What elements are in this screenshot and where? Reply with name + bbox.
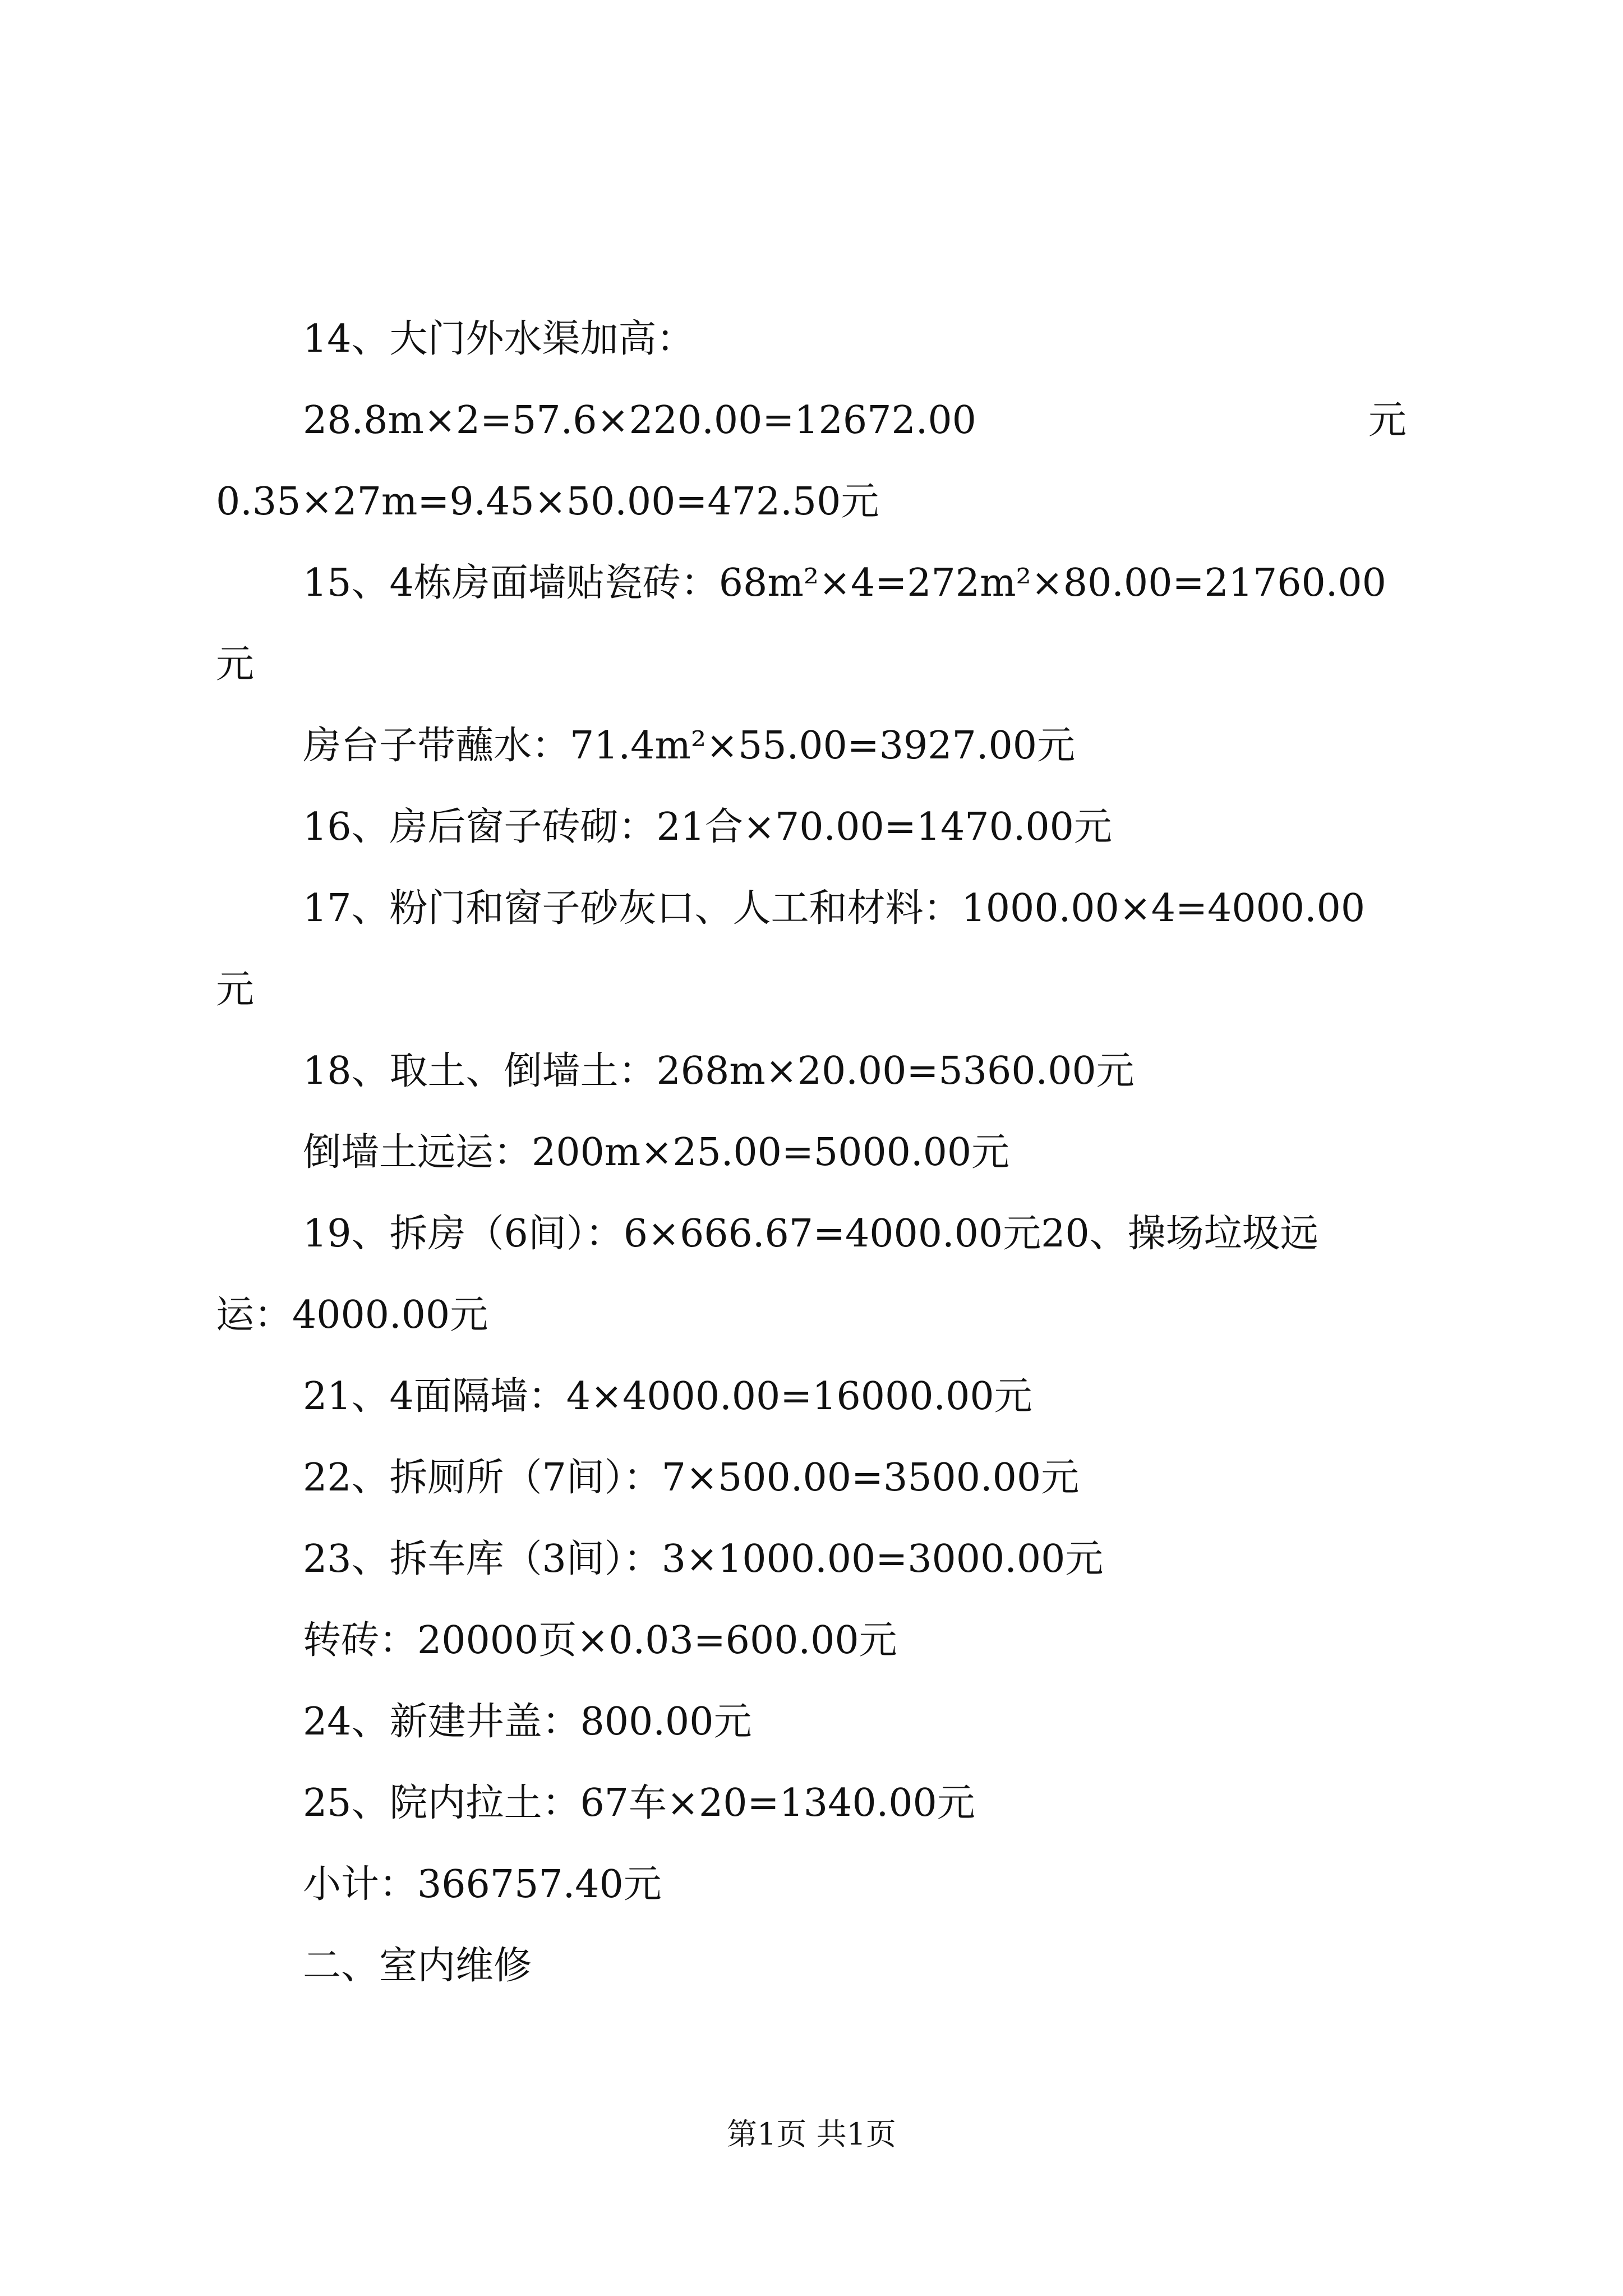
line-23: 23、拆车库（3间）：3×1000.00=3000.00元 xyxy=(303,1537,1104,1581)
line-17-unit: 元 xyxy=(216,968,255,1012)
line-16: 16、房后窗子砖砌：21合×70.00=1470.00元 xyxy=(303,805,1112,849)
line-19-20: 19、拆房（6间）：6×666.67=4000.00元20、操场垃圾远 xyxy=(303,1212,1318,1256)
line-20-cont: 运：4000.00元 xyxy=(216,1293,488,1337)
line-14-calc: 28.8m×2=57.6×220.00=12672.00 xyxy=(303,398,976,443)
line-23-sub: 转砖：20000页×0.03=600.00元 xyxy=(303,1618,897,1663)
line-18-sub: 倒墙土远运：200m×25.00=5000.00元 xyxy=(303,1130,1010,1175)
line-24: 24、新建井盖：800.00元 xyxy=(303,1700,752,1744)
page-footer: 第1页 共1页 xyxy=(727,2116,896,2152)
line-17: 17、粉门和窗子砂灰口、人工和材料：1000.00×4=4000.00 xyxy=(303,886,1366,931)
line-15-unit: 元 xyxy=(216,642,255,687)
line-25: 25、院内拉土：67车×20=1340.00元 xyxy=(303,1781,975,1825)
line-18: 18、取土、倒墙土：268m×20.00=5360.00元 xyxy=(303,1049,1135,1093)
line-15-sub: 房台子带蘸水：71.4m²×55.00=3927.00元 xyxy=(303,724,1075,768)
section-heading: 二、室内维修 xyxy=(303,1944,532,1988)
line-14-calc-unit: 元 xyxy=(1368,398,1407,443)
line-14: 14、大门外水渠加高： xyxy=(303,317,695,361)
line-14-calc-2: 0.35×27m=9.45×50.00=472.50元 xyxy=(216,480,879,524)
line-15: 15、4栋房面墙贴瓷砖：68m²×4=272m²×80.00=21760.00 xyxy=(303,561,1386,605)
line-21: 21、4面隔墙：4×4000.00=16000.00元 xyxy=(303,1374,1032,1419)
subtotal: 小计：366757.40元 xyxy=(303,1862,662,1907)
line-22: 22、拆厕所（7间）：7×500.00=3500.00元 xyxy=(303,1456,1080,1500)
